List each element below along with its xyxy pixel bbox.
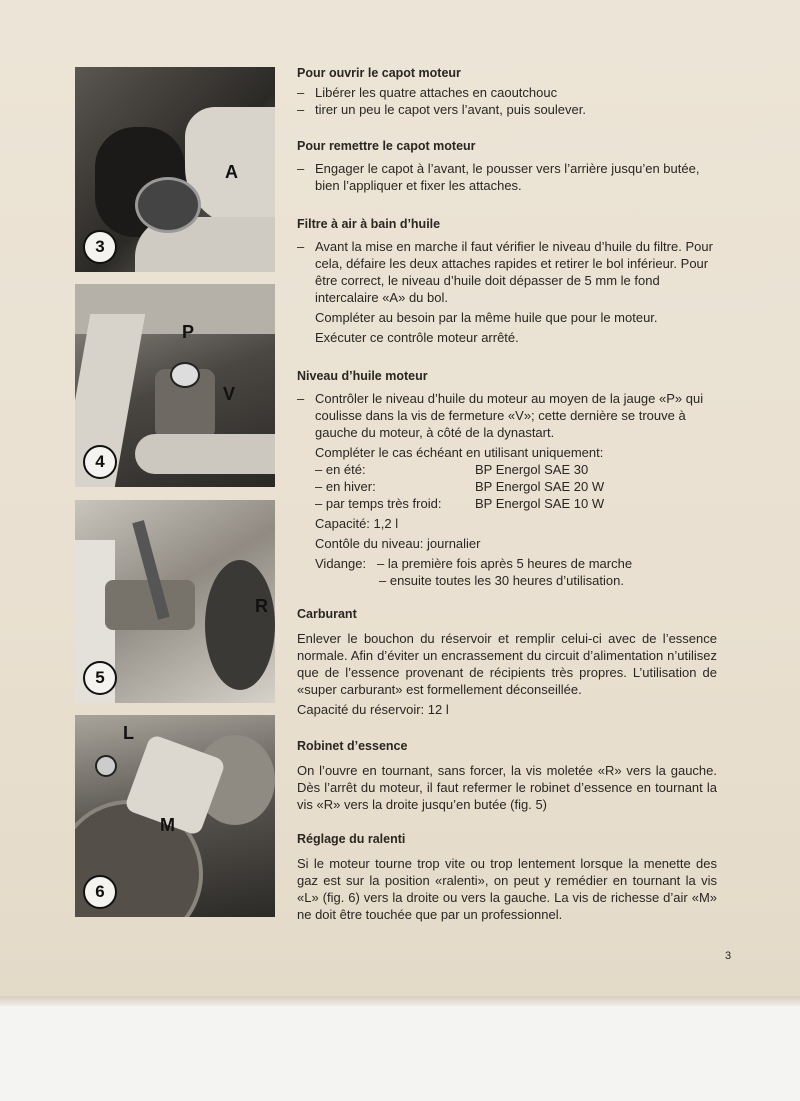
- figure-3-photo: [75, 67, 275, 272]
- paragraph: Contôle du niveau: journalier: [315, 536, 481, 551]
- section-fuel-tap: [297, 738, 717, 813]
- section-oil-level: [297, 368, 717, 589]
- section-title: Pour remettre le capot moteur: [297, 139, 476, 153]
- paragraph: Compléter le cas échéant en utilisant uniquement:: [315, 445, 604, 460]
- figure-6-number: 6: [83, 875, 117, 909]
- list-item: – tirer un peu le capot vers l’avant, puis soulever.: [297, 102, 586, 117]
- paragraph: On l’ouvre en tournant, sans forcer, la vis moletée «R» vers la gauche. Dès l’arrêt du moteur, il faut refermer le robinet d’essence en tournant la vis «R» vers la droite jusqu’en butée (fig. 5): [297, 763, 717, 812]
- paragraph: Compléter au besoin par la même huile que pour le moteur.: [315, 310, 658, 325]
- figure-4-photo: [75, 284, 275, 487]
- list-item: – Contrôler le niveau d’huile du moteur au moyen de la jauge «P» qui coulisse dans la vis de fermeture «V»; cette dernière se trouve à gauche du moteur, à côté de la dynastart.: [297, 391, 704, 440]
- section-title: Niveau d’huile moteur: [297, 369, 428, 383]
- section-title: Robinet d’essence: [297, 739, 408, 753]
- section-air-filter: [297, 216, 717, 346]
- figure-6-label-m: M: [160, 815, 175, 835]
- page-edge: [0, 996, 800, 1006]
- section-title: Carburant: [297, 607, 357, 621]
- figure-5-label-r: R: [255, 596, 268, 616]
- paragraph: Enlever le bouchon du réservoir et remplir celui-ci avec de l’essence normale. Afin d’éviter un encrassement du circuit d’alimentation n’utilisez que de l’essence provenant de récipients très propres. L’utilisation de «super carburant» est formellement déconseillée.: [297, 631, 717, 697]
- section-title: Filtre à air à bain d’huile: [297, 217, 441, 231]
- figure-3-number: 3: [83, 230, 117, 264]
- page-number: 3: [725, 950, 732, 962]
- paragraph: Exécuter ce contrôle moteur arrêté.: [315, 330, 519, 345]
- figure-6-photo: [75, 715, 275, 917]
- figure-5-photo: [75, 500, 275, 703]
- section-fuel: [297, 606, 717, 718]
- paragraph: Si le moteur tourne trop vite ou trop lentement lorsque la menette des gaz est sur la position «ralenti», on peut y remédier en tournant la vis «L» (fig. 6) vers la droite ou vers la gauche. La vis de richesse d’air «M» ne doit être touchée que par un professionnel.: [297, 856, 717, 922]
- figure-4-label-v: V: [223, 384, 236, 404]
- figure-5-number: 5: [83, 661, 117, 695]
- figure-6-label-l: L: [123, 723, 134, 743]
- figure-4-label-p: P: [182, 322, 195, 342]
- paragraph: Capacité: 1,2 l: [315, 516, 399, 531]
- list-item: – Libérer les quatre attaches en caoutchouc: [297, 85, 558, 100]
- section-close-hood: [297, 138, 717, 194]
- section-idle: [297, 831, 717, 923]
- paragraph: Capacité du réservoir: 12 l: [297, 702, 449, 717]
- list-item: – Avant la mise en marche il faut vérifier le niveau d’huile du filtre. Pour cela, défaire les deux attaches rapides et retirer le bol inférieur. Pour être correct, le niveau d’huile doit dépasser de 5 mm le fond intercalaire «A» du bol.: [297, 239, 713, 305]
- section-title: Réglage du ralenti: [297, 832, 406, 846]
- oil-table: – en été: BP Energol SAE 30 – en hiver: BP Energol SAE 20 W – par temps très froid: BP Energol SAE 10 W: [315, 462, 605, 511]
- drain-info: Vidange: – la première fois après 5 heures de marche – ensuite toutes les 30 heures d’utilisation.: [315, 556, 633, 588]
- figure-4-number: 4: [83, 445, 117, 479]
- figure-3-label-a: A: [225, 162, 238, 182]
- section-title: Pour ouvrir le capot moteur: [297, 66, 461, 80]
- section-open-hood: [297, 65, 717, 118]
- list-item: – Engager le capot à l’avant, le pousser vers l’arrière jusqu’en butée, bien l’appliquer et fixer les attaches.: [297, 161, 700, 193]
